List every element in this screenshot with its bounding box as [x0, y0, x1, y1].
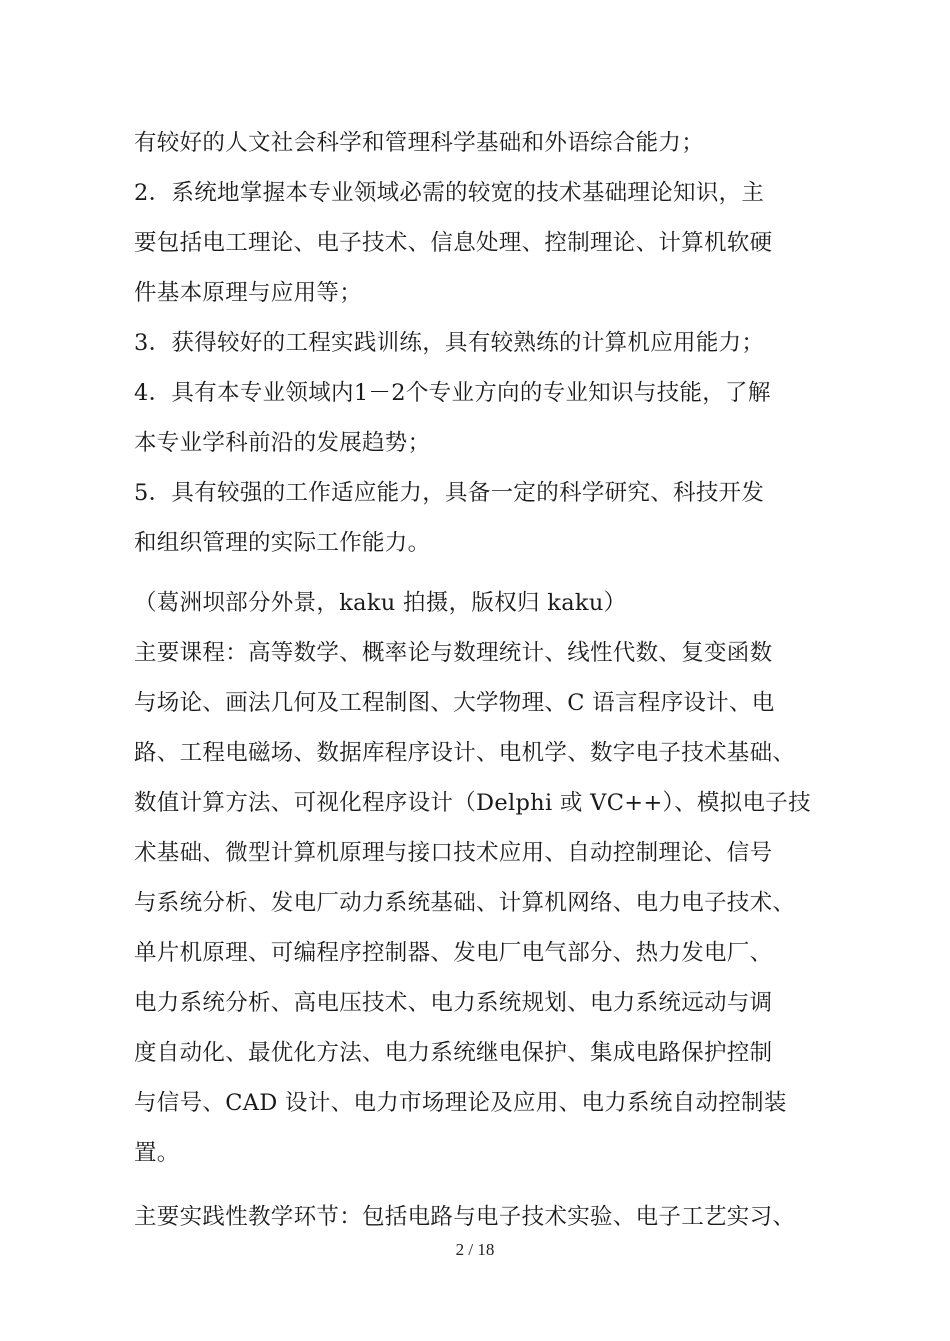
page-number: 2 / 18 [455, 1240, 495, 1259]
text-line: 电力系统分析、高电压技术、电力系统规划、电力系统远动与调 [134, 990, 773, 1016]
paragraph-gap [134, 1178, 804, 1192]
text-line: 与场论、画法几何及工程制图、大学物理、C 语言程序设计、电 [134, 690, 775, 716]
text-line: 与系统分析、发电厂动力系统基础、计算机网络、电力电子技术、 [134, 890, 796, 916]
document-body [134, 118, 811, 1242]
text-line: 要包括电工理论、电子技术、信息处理、控制理论、计算机软硬 [134, 230, 773, 256]
text-line: 主要实践性教学环节：包括电路与电子技术实验、电子工艺实习、 [134, 1204, 796, 1230]
text-line: 有较好的人文社会科学和管理科学基础和外语综合能力； [134, 130, 705, 156]
text-line: 置。 [134, 1140, 180, 1166]
text-line: 单片机原理、可编程序控制器、发电厂电气部分、热力发电厂、 [134, 940, 773, 966]
text-line: 5．具有较强的工作适应能力，具备一定的科学研究、科技开发 [134, 480, 765, 506]
text-line: 主要课程：高等数学、概率论与数理统计、线性代数、复变函数 [134, 640, 773, 666]
text-line: 度自动化、最优化方法、电力系统继电保护、集成电路保护控制 [134, 1040, 773, 1066]
image-caption: （葛洲坝部分外景，kaku 拍摄，版权归 kaku） [134, 590, 627, 616]
text-line: 3．获得较好的工程实践训练，具有较熟练的计算机应用能力； [134, 330, 765, 356]
text-line: 4．具有本专业领域内1－2个专业方向的专业知识与技能，了解 [134, 380, 771, 406]
text-line: 路、工程电磁场、数据库程序设计、电机学、数字电子技术基础、 [134, 740, 796, 766]
text-line: 术基础、微型计算机原理与接口技术应用、自动控制理论、信号 [134, 840, 773, 866]
paragraph-gap [134, 568, 804, 578]
text-line: 2．系统地掌握本专业领域必需的较宽的技术基础理论知识，主 [134, 180, 765, 206]
text-line: 本专业学科前沿的发展趋势； [134, 430, 431, 456]
text-line: 与信号、CAD 设计、电力市场理论及应用、电力系统自动控制装 [134, 1090, 787, 1116]
text-line: 和组织管理的实际工作能力。 [134, 530, 431, 556]
text-line: 件基本原理与应用等； [134, 280, 363, 306]
text-line: 数值计算方法、可视化程序设计（Delphi 或 VC++）、模拟电子技 [134, 790, 811, 816]
